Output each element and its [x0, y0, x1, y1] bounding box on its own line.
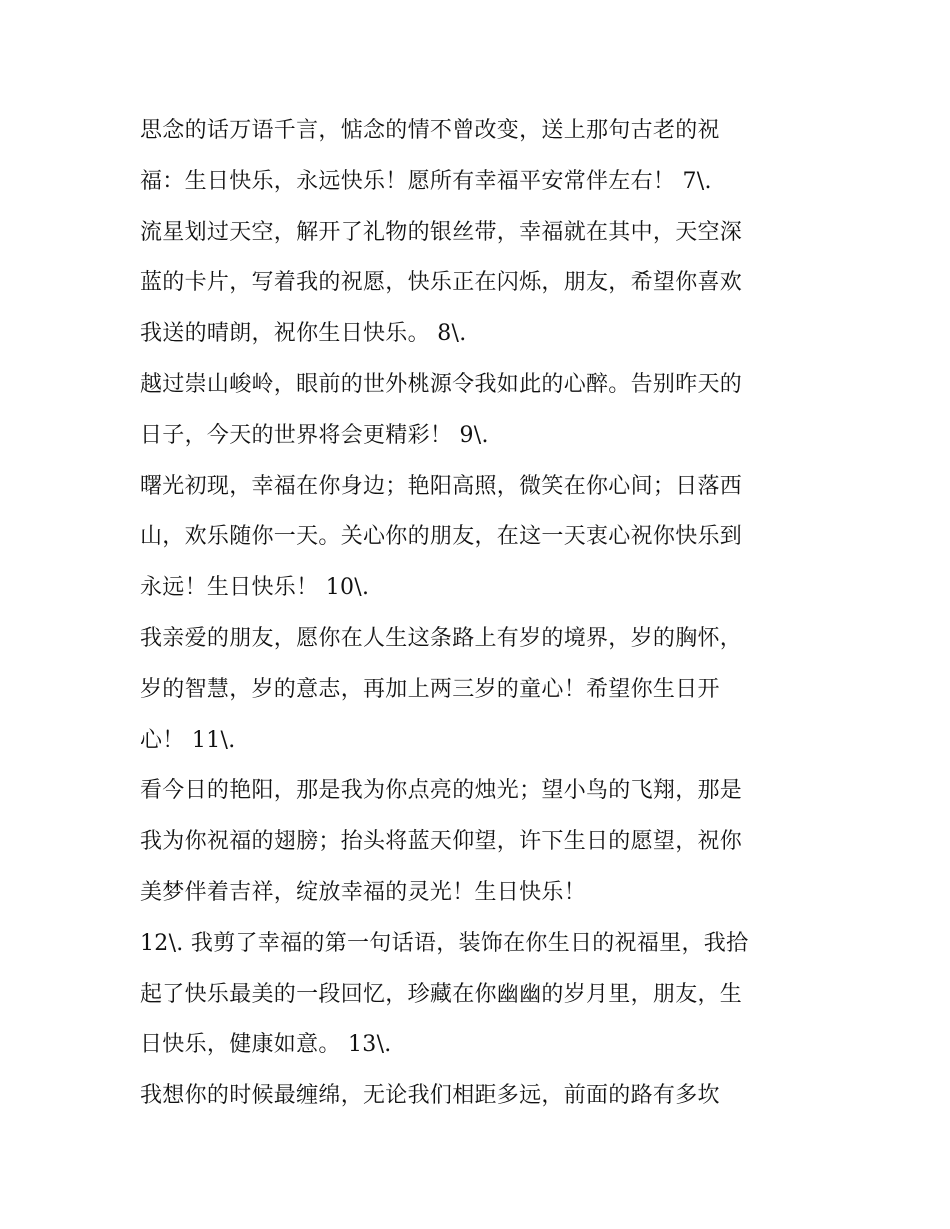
text-line: 心！ 11\. — [140, 727, 236, 753]
text-line: 蓝的卡片，写着我的祝愿，快乐正在闪烁，朋友，希望你喜欢 — [140, 270, 743, 296]
text-line: 越过崇山峻岭，眼前的世外桃源令我如此的心醉。告别昨天的 — [140, 371, 743, 397]
text-line: 12\. 我剪了幸福的第一句话语，装饰在你生日的祝福里，我拾 — [140, 930, 749, 956]
text-line: 福：生日快乐，永远快乐！愿所有幸福平安常伴左右！ 7\. — [140, 168, 712, 194]
text-line: 永远！生日快乐！ 10\. — [140, 575, 370, 601]
text-line: 美梦伴着吉祥，绽放幸福的灵光！生日快乐！ — [140, 879, 587, 905]
text-line: 起了快乐最美的一段回忆，珍藏在你幽幽的岁月里，朋友，生 — [140, 981, 743, 1007]
text-line: 日快乐，健康如意。 13\. — [140, 1032, 392, 1058]
text-line: 看今日的艳阳，那是我为你点亮的烛光；望小鸟的飞翔，那是 — [140, 778, 743, 804]
text-line: 山，欢乐随你一天。关心你的朋友，在这一天衷心祝你快乐到 — [140, 524, 743, 550]
text-line: 岁的智慧，岁的意志，再加上两三岁的童心！希望你生日开 — [140, 676, 720, 702]
text-line: 我想你的时候最缠绵，无论我们相距多远，前面的路有多坎 — [140, 1083, 720, 1109]
text-line: 我亲爱的朋友，愿你在人生这条路上有岁的境界，岁的胸怀， — [140, 625, 743, 651]
text-line: 思念的话万语千言，惦念的情不曾改变，送上那句古老的祝 — [140, 118, 720, 143]
text-line: 日子，今天的世界将会更精彩！ 9\. — [140, 422, 489, 448]
text-line: 曙光初现，幸福在你身边；艳阳高照，微笑在你心间；日落西 — [140, 473, 743, 499]
document-body — [140, 106, 830, 1122]
text-line: 我送的晴朗，祝你生日快乐。 8\. — [140, 321, 467, 347]
text-line: 我为你祝福的翅膀；抬头将蓝天仰望，许下生日的愿望，祝你 — [140, 829, 743, 855]
text-line: 流星划过天空，解开了礼物的银丝带，幸福就在其中，天空深 — [140, 219, 743, 245]
